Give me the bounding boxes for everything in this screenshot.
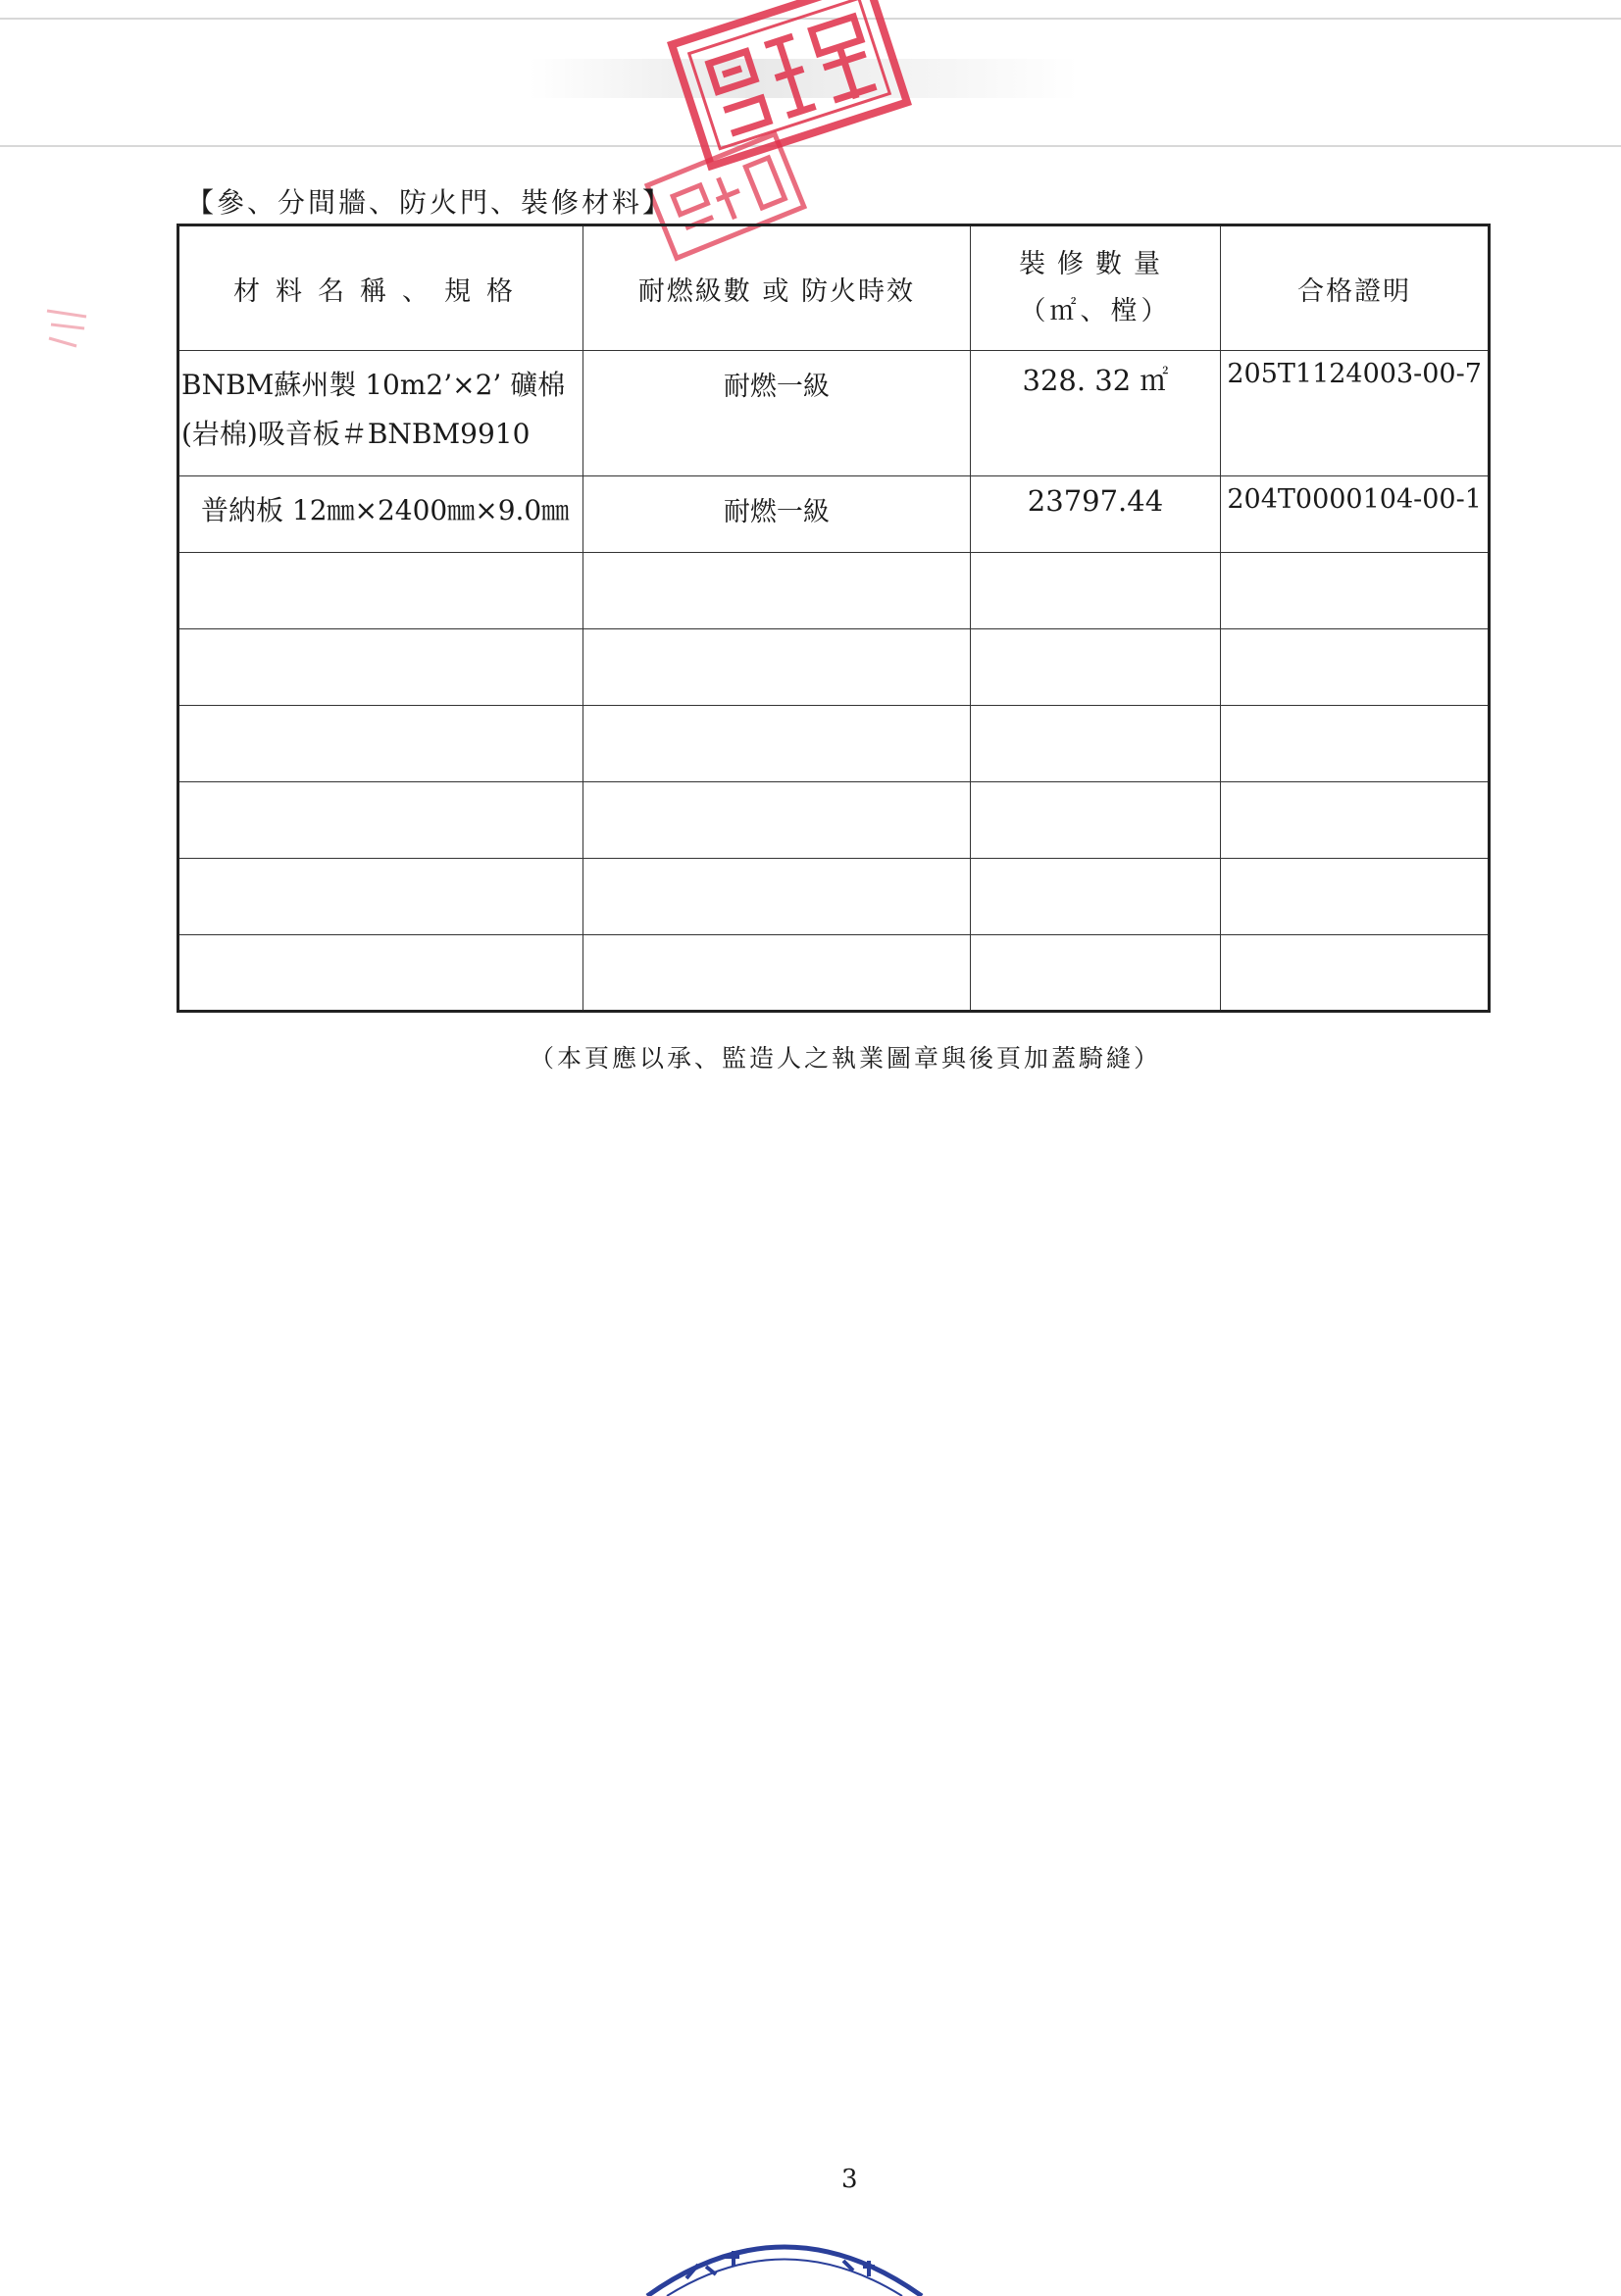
row-1-certificate: 205T1124003-00-7	[1221, 351, 1490, 476]
empty-cell	[1221, 629, 1490, 706]
section-title: 【參、分間牆、防火門、裝修材料】	[186, 186, 674, 219]
empty-cell	[970, 782, 1221, 859]
empty-cell	[583, 782, 971, 859]
header-quantity	[970, 225, 1221, 351]
empty-cell	[1221, 782, 1490, 859]
empty-cell	[970, 553, 1221, 629]
row-2-quantity: 23797.44	[970, 476, 1221, 553]
empty-cell	[178, 859, 583, 935]
table-row	[178, 476, 1490, 553]
table-row-empty	[178, 553, 1490, 629]
empty-cell	[178, 706, 583, 782]
empty-cell	[970, 629, 1221, 706]
row-1-name-line1: BNBM蘇州製 10m2’×2’ 礦棉	[181, 369, 566, 401]
row-2-name-line1: 普納板 12㎜×2400㎜×9.0㎜	[201, 494, 570, 526]
red-ink-mark	[39, 299, 98, 353]
empty-cell	[1221, 859, 1490, 935]
empty-cell	[583, 629, 971, 706]
empty-cell	[970, 859, 1221, 935]
table-row-empty	[178, 859, 1490, 935]
table-row-empty	[178, 706, 1490, 782]
header-name: 材料名稱、規格	[178, 225, 583, 351]
row-1-quantity: 328. 32 ㎡	[970, 351, 1221, 476]
row-2-grade: 耐燃一級	[583, 476, 971, 553]
header-quantity-line1: 裝修數量	[1018, 249, 1172, 279]
empty-cell	[178, 782, 583, 859]
table-header-row	[178, 225, 1490, 351]
table-row-empty	[178, 935, 1490, 1012]
fold-line-middle	[0, 145, 1621, 147]
table-row-empty	[178, 782, 1490, 859]
empty-cell	[1221, 935, 1490, 1012]
header-certificate: 合格證明	[1221, 225, 1490, 351]
empty-cell	[1221, 553, 1490, 629]
empty-cell	[970, 706, 1221, 782]
empty-cell	[178, 935, 583, 1012]
row-1-name-line2: (岩棉)吸音板＃BNBM9910	[181, 418, 531, 450]
empty-cell	[178, 553, 583, 629]
page-number: 3	[841, 2165, 858, 2194]
header-grade: 耐燃級數 或 防火時效	[583, 225, 971, 351]
row-2-name	[178, 476, 583, 553]
empty-cell	[178, 629, 583, 706]
materials-table	[177, 224, 1491, 1013]
header-quantity-line2: （㎡、樘）	[1019, 296, 1172, 326]
empty-cell	[1221, 706, 1490, 782]
empty-cell	[970, 935, 1221, 1012]
empty-cell	[583, 935, 971, 1012]
row-2-certificate: 204T0000104-00-1	[1221, 476, 1490, 553]
blue-seal-stamp-partial	[628, 2218, 941, 2296]
table-row-empty	[178, 629, 1490, 706]
empty-cell	[583, 706, 971, 782]
row-1-grade: 耐燃一級	[583, 351, 971, 476]
empty-cell	[583, 859, 971, 935]
footnote: （本頁應以承、監造人之執業圖章與後頁加蓋騎縫）	[530, 1044, 1162, 1073]
empty-cell	[583, 553, 971, 629]
row-1-name	[178, 351, 583, 476]
table-row	[178, 351, 1490, 476]
